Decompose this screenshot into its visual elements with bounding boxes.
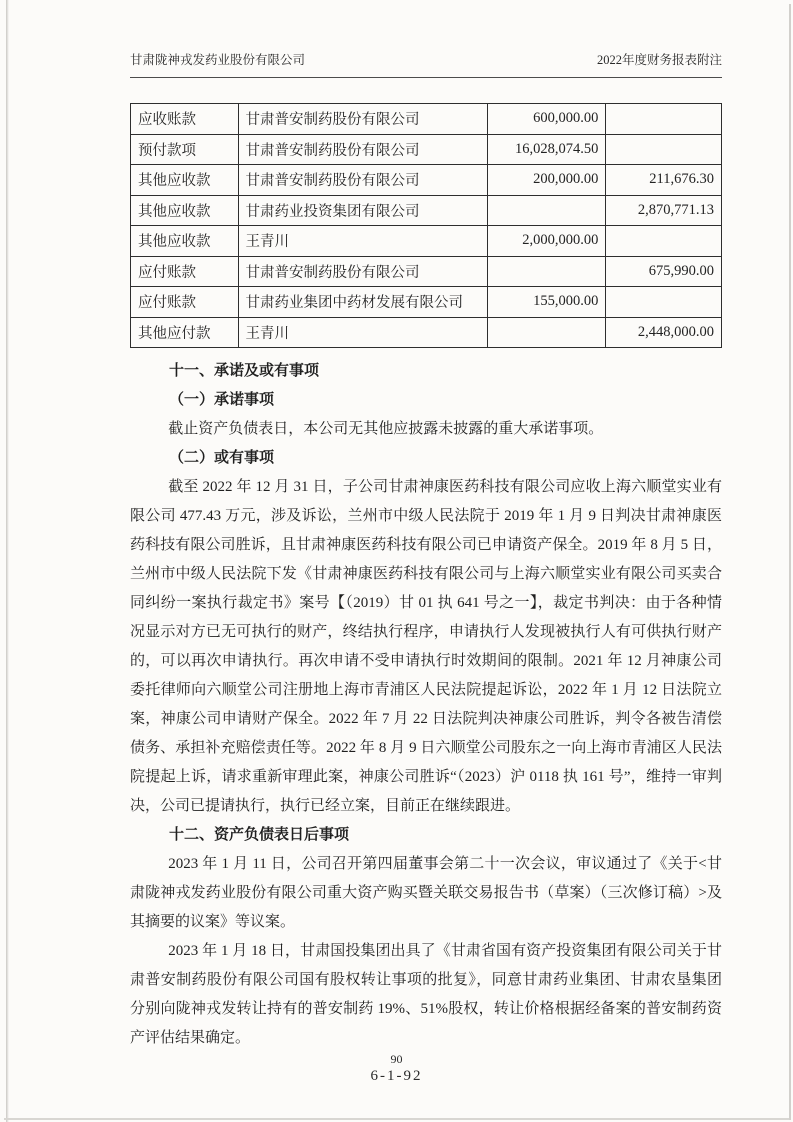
cell-amount-1: 16,028,074.50: [488, 134, 606, 165]
cell-party: 王青川: [238, 226, 488, 257]
cell-item: 其他应收款: [131, 165, 239, 196]
page-header: [130, 50, 722, 78]
cell-party: 甘肃普安制药股份有限公司: [238, 134, 488, 165]
table-row: [131, 317, 722, 348]
page-number: 90: [390, 1052, 403, 1066]
table-row: [131, 134, 722, 165]
cell-party: 甘肃普安制药股份有限公司: [238, 165, 488, 196]
cell-item: 预付款项: [131, 134, 239, 165]
table-row: [131, 104, 722, 135]
cell-amount-2: 2,870,771.13: [606, 195, 722, 226]
company-name: 甘肃陇神戎发药业股份有限公司: [130, 53, 306, 67]
table-row: [131, 195, 722, 226]
document-body: [130, 103, 722, 1053]
cell-party: 甘肃药业投资集团有限公司: [238, 195, 488, 226]
cell-item: 应付账款: [131, 287, 239, 318]
section-12-title: 十二、资产负债表日后事项: [169, 827, 350, 843]
related-party-balances-table: [130, 103, 722, 348]
cell-party: 甘肃普安制药股份有限公司: [238, 104, 488, 135]
commitments-text: 截止资产负债表日，本公司无其他应披露未披露的重大承诺事项。: [168, 421, 604, 437]
cell-amount-2: [606, 104, 722, 135]
contingencies-text: 截至 2022 年 12 月 31 日，子公司甘肃神康医药科技有限公司应收上海六顺堂实业有限公司 477.43 万元，涉及诉讼，兰州市中级人民法院于 2019 年 1 月 9 日判决甘肃神康医药科技有限公司胜诉，且甘肃神康医药科技有限公司已申请资产保全。2019 年 8 月 5 日，兰州市中级人民法院下发《甘肃神康医药科技有限公司与上海六顺堂实业有限公司买卖合同纠纷一案执行裁定书》案号【（2019）甘 01 执 641 号之一】，裁定书判决：由于各种情况显示对方已无可执行的财产，终结执行程序，申请执行人发现被执行人有可供执行财产的，可以再次申请执行。再次申请不受申请执行时效期间的限制。2021 年 12 月神康公司委托律师向六顺堂公司注册地上海市青浦区人民法院提起诉讼，2022 年 1 月 12 日法院立案，神康公司申请财产保全。2022 年 7 月 22 日法院判决神康公司胜诉，判令各被告清偿债务、承担补充赔偿责任等。2022 年 8 月 9 日六顺堂公司股东之一向上海市青浦区人民法院提起上诉，请求重新审理此案，神康公司胜诉“（2023）沪 0118 执 161 号”，维持一审判决，公司已提请执行，执行已经立案，目前正在继续跟进。: [130, 479, 722, 814]
cell-item: 其他应付款: [131, 317, 239, 348]
cell-amount-1: [488, 256, 606, 287]
cell-amount-2: [606, 287, 722, 318]
table-row: [131, 287, 722, 318]
cell-amount-1: [488, 317, 606, 348]
post-balance-para-1: 2023 年 1 月 11 日，公司召开第四届董事会第二十一次会议，审议通过了《关于<甘肃陇神戎发药业股份有限公司重大资产购买暨关联交易报告书（草案）（三次修订稿）>及其摘要的议案》等议案。: [130, 856, 722, 930]
table-row: [131, 256, 722, 287]
cell-item: 应付账款: [131, 256, 239, 287]
post-balance-para-2: 2023 年 1 月 18 日，甘肃国投集团出具了《甘肃省国有资产投资集团有限公司关于甘肃普安制药股份有限公司国有股权转让事项的批复》，同意甘肃药业集团、甘肃农垦集团分别向陇神戎发转让持有的普安制药 19%、51%股权，转让价格根据经备案的普安制药资产评估结果确定。: [130, 943, 722, 1046]
table-row: [131, 165, 722, 196]
cell-amount-1: 200,000.00: [488, 165, 606, 196]
cell-amount-2: [606, 134, 722, 165]
cell-amount-2: 2,448,000.00: [606, 317, 722, 348]
cell-amount-2: 675,990.00: [606, 256, 722, 287]
cell-item: 应收账款: [131, 104, 239, 135]
cell-amount-2: 211,676.30: [606, 165, 722, 196]
commitments-subtitle: （一）承诺事项: [169, 392, 275, 408]
cell-party: 甘肃药业集团中药材发展有限公司: [238, 287, 488, 318]
table-row: [131, 226, 722, 257]
notes-content: [130, 357, 722, 1053]
cell-party: 甘肃普安制药股份有限公司: [238, 256, 488, 287]
document-code: 6-1-92: [370, 1068, 423, 1084]
scan-edge: [4, 1118, 789, 1120]
cell-item: 其他应收款: [131, 226, 239, 257]
cell-item: 其他应收款: [131, 195, 239, 226]
cell-party: 王青川: [238, 317, 488, 348]
cell-amount-1: 155,000.00: [488, 287, 606, 318]
cell-amount-1: 600,000.00: [488, 104, 606, 135]
contingencies-subtitle: （二）或有事项: [169, 450, 275, 466]
cell-amount-1: 2,000,000.00: [488, 226, 606, 257]
cell-amount-1: [488, 195, 606, 226]
report-title: 2022年度财务报表附注: [596, 53, 722, 67]
cell-amount-2: [606, 226, 722, 257]
page-footer: [0, 1051, 793, 1086]
section-11-title: 十一、承诺及或有事项: [169, 363, 320, 379]
